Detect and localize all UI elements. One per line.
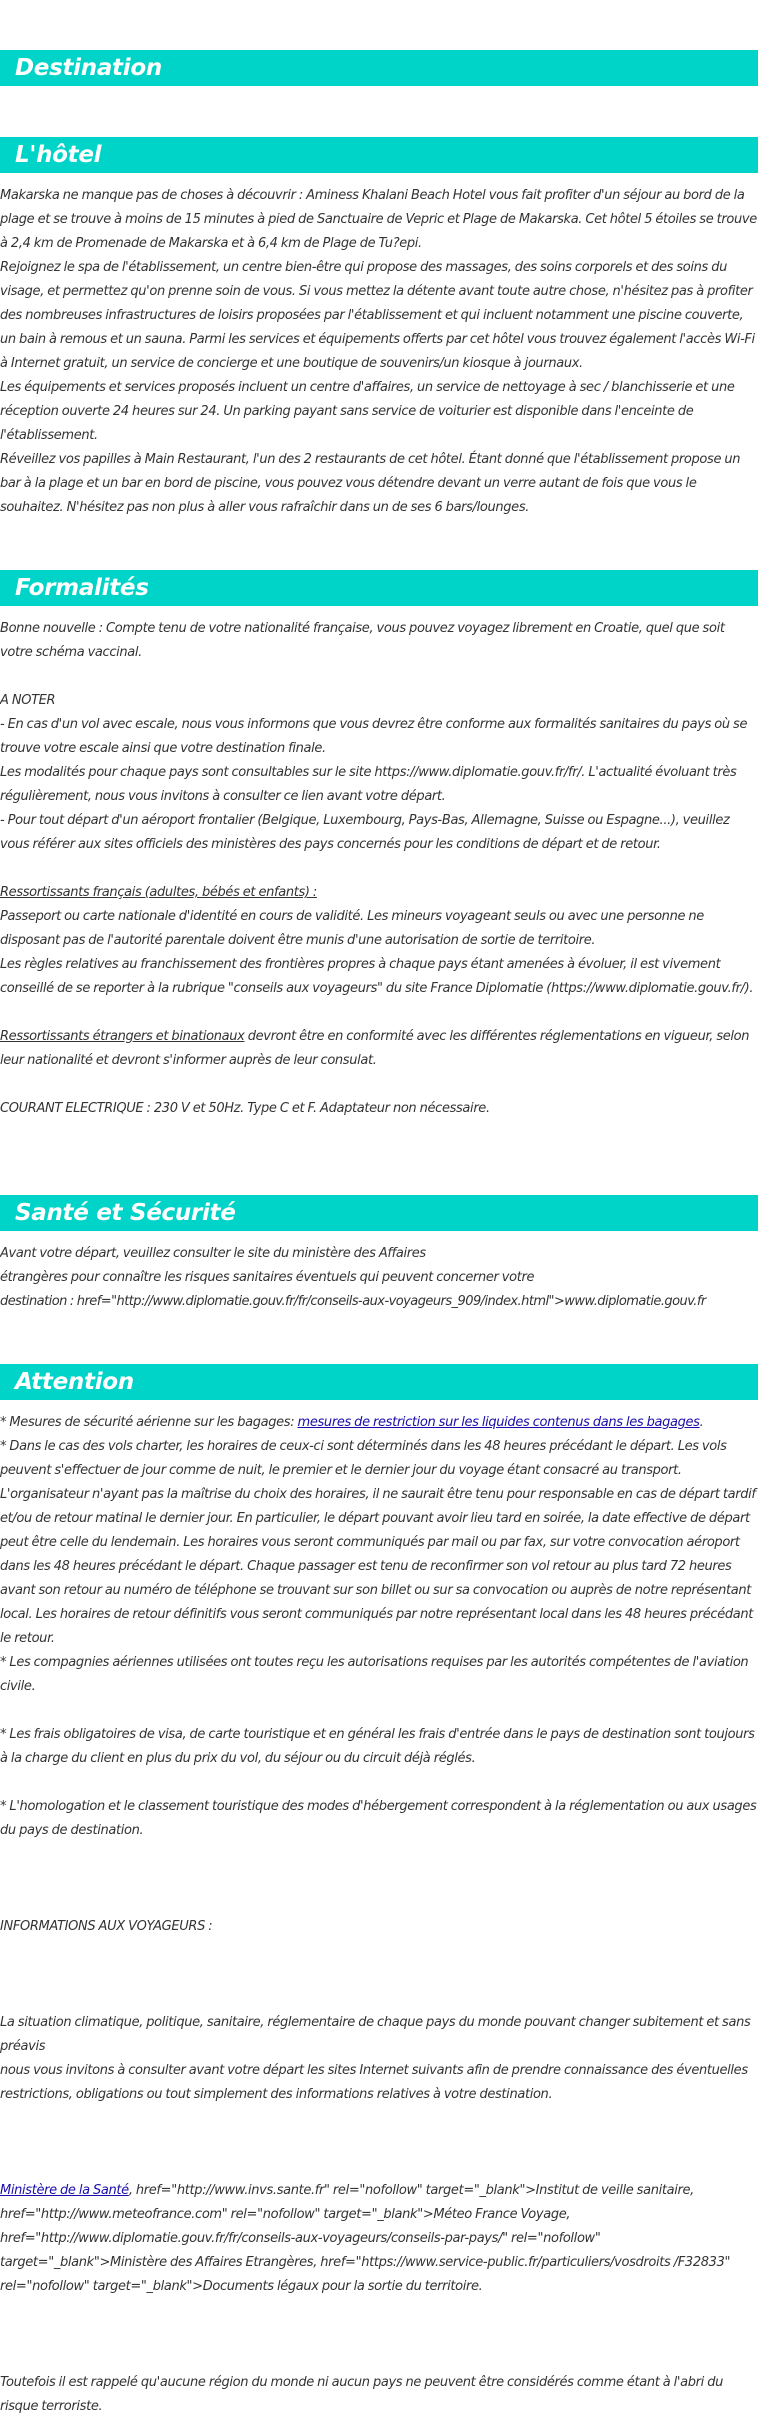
liquides-restriction-link[interactable]: mesures de restriction sur les liquides contenus dans les bagages bbox=[297, 1415, 700, 1430]
ministere-sante-link[interactable]: Ministère de la Santé bbox=[0, 2183, 129, 2198]
formalites-intro: Bonne nouvelle : Compte tenu de votre nationalité française, vous pouvez voyagez librement en Croatie, quel que soit votre schéma vaccinal. bbox=[0, 621, 725, 660]
homologation-note: * L'homologation et le classement touristique des modes d'hébergement correspondent à la réglementation ou aux usages du pays de destination. bbox=[0, 1799, 757, 1838]
section-title: Destination bbox=[15, 55, 162, 81]
ressortissants-etrangers-text: devront être en conformité avec les différentes réglementations en vigueur, selon leur nationalité et devront s'informer auprès de leur consulat. bbox=[0, 1029, 750, 1068]
section-title: Attention bbox=[15, 1369, 134, 1395]
hotel-paragraph-location: Makarska ne manque pas de choses à découvrir : Aminess Khalani Beach Hotel vous fait profiter d'un séjour au bord de la plage et se trouve à moins de 15 minutes à pied de Sanctuaire de Vepric et Plage de Makarska. Cet hôtel 5 étoiles se trouve à 2,4 km de Promenade de Makarska et à 6,4 km de Plage de Tu?epi. bbox=[0, 188, 757, 251]
ressortissants-francais-documents: Passeport ou carte nationale d'identité en cours de validité. Les mineurs voyageant seuls ou avec une personne ne disposant pas de l'autorité parentale doivent être munis d'une autorisation de sortie de territoire. bbox=[0, 909, 704, 948]
sante-line: Avant votre départ, veuillez consulter le site du ministère des Affaires bbox=[0, 1246, 426, 1261]
hotel-paragraph-spa: Rejoignez le spa de l'établissement, un centre bien-être qui propose des massages, des soins corporels et des soins du visage, et permettez qu'on prenne soin de vous. Si vous mettez la détente avant toute autre chose, n'hésitez pas à profiter des nombreuses infrastructures de loisirs proposées par l'établissement et qui incluent notamment une piscine couverte, un bain à remous et un sauna. Parmi les services et équipements offerts par cet hôtel vous trouvez également l'accès Wi-Fi à Internet gratuit, un service de concierge et une boutique de souvenirs/un kiosque à journaux. bbox=[0, 260, 755, 371]
hotel-paragraph-restaurant: Réveillez vos papilles à Main Restaurant, l'un des 2 restaurants de cet hôtel. Étant donné que l'établissement propose un bar à la plage et un bar en bord de piscine, vous pouvez vous détendre devant un verre autant de fois que vous le souhaitez. N'hésitez pas non plus à aller vous rafraîchir dans un de ses 6 bars/lounges. bbox=[0, 452, 741, 515]
bagages-suffix: . bbox=[699, 1415, 704, 1430]
section-title: Santé et Sécurité bbox=[15, 1200, 236, 1226]
section-title: Formalités bbox=[15, 575, 149, 601]
formalites-content bbox=[0, 617, 758, 1121]
bagages-note bbox=[0, 1411, 758, 1435]
sante-line: étrangères pour connaître les risques sanitaires éventuels qui peuvent concerner votre bbox=[0, 1270, 535, 1285]
section-header-attention bbox=[0, 1364, 758, 1400]
section-header-formalites bbox=[0, 570, 758, 606]
section-header-destination bbox=[0, 50, 758, 86]
sites-references-text: , href="http://www.invs.sante.fr" rel="nofollow" target="_blank">Institut de veille sanitaire, href="http://www.meteofrance.com" rel="nofollow" target="_blank">Méteo France Voyage, href="http://www.diplomatie.gouv.fr/fr/conseils-aux-voyageurs/conseils-par-pays/" rel="nofollow" target="_blank">Ministère des Affaires Etrangères, href="https://www.service-public.fr/particuliers/vosdroits /F32833" rel="nofollow" target="_blank">Documents légaux pour la sortie du territoire. bbox=[0, 2183, 731, 2294]
a-noter-label: A NOTER bbox=[0, 693, 56, 708]
ressortissants-etrangers bbox=[0, 1025, 758, 1073]
section-header-sante bbox=[0, 1195, 758, 1231]
situation-paragraph: nous vous invitons à consulter avant votre départ les sites Internet suivants afin de prendre connaissance des éventuelles restrictions, obligations ou tout simplement des informations relatives à votre destination. bbox=[0, 2063, 748, 2102]
sante-destination-link-text: destination : href="http://www.diplomatie.gouv.fr/fr/conseils-aux-voyageurs_909/index.html">www.diplomatie.gouv.fr bbox=[0, 1294, 706, 1309]
bagages-prefix: * Mesures de sécurité aérienne sur les bagages: bbox=[0, 1415, 298, 1430]
terrorisme-note: Toutefois il est rappelé qu'aucune région du monde ni aucun pays ne peuvent être considérés comme étant à l'abri du risque terroriste. bbox=[0, 2375, 724, 2414]
ressortissants-francais-heading: Ressortissants français (adultes, bébés et enfants) : bbox=[0, 885, 317, 900]
note-modalites: Les modalités pour chaque pays sont consultables sur le site https://www.diplomatie.gouv.fr/fr/. L'actualité évoluant très régulièrement, nous vous invitons à consulter ce lien avant votre départ. bbox=[0, 765, 737, 804]
informations-voyageurs-heading: INFORMATIONS AUX VOYAGEURS : bbox=[0, 1919, 213, 1934]
compagnies-note: * Les compagnies aériennes utilisées ont toutes reçu les autorisations requises par les autorités compétentes de l'aviation civile. bbox=[0, 1655, 749, 1694]
hotel-paragraph-services: Les équipements et services proposés incluent un centre d'affaires, un service de nettoyage à sec / blanchisserie et une réception ouverte 24 heures sur 24. Un parking payant sans service de voiturier est disponible dans l'enceinte de l'établissement. bbox=[0, 380, 735, 443]
situation-paragraph: La situation climatique, politique, sanitaire, réglementaire de chaque pays du monde pouvant changer subitement et sans préavis bbox=[0, 2015, 751, 2054]
section-title: L'hôtel bbox=[15, 142, 102, 168]
ressortissants-etrangers-heading: Ressortissants étrangers et binationaux bbox=[0, 1029, 245, 1044]
ressortissants-francais-regles: Les règles relatives au franchissement des frontières propres à chaque pays étant amenées à évoluer, il est vivement conseillé de se reporter à la rubrique "conseils aux voyageurs" du site France Diplomatie (https://www.diplomatie.gouv.fr/). bbox=[0, 957, 754, 996]
note-aeroport-frontalier: - Pour tout départ d'un aéroport frontalier (Belgique, Luxembourg, Pays-Bas, Allemagne, Suisse ou Espagne...), veuillez vous référer aux sites officiels des ministères des pays concernés pour les conditions de départ et de retour. bbox=[0, 813, 730, 852]
sante-content bbox=[0, 1242, 758, 1314]
attention-content bbox=[0, 1411, 758, 2419]
courant-electrique: COURANT ELECTRIQUE : 230 V et 50Hz. Type C et F. Adaptateur non nécessaire. bbox=[0, 1101, 490, 1116]
vols-charter-note: * Dans le cas des vols charter, les horaires de ceux-ci sont déterminés dans les 48 heures précédant le départ. Les vols peuvent s'effectuer de jour comme de nuit, le premier et le dernier jour du voyage étant consacré au transport. L'organisateur n'ayant pas la maîtrise du choix des horaires, il ne saurait être tenu pour responsable en cas de départ tardif et/ou de retour matinal le dernier jour. En particulier, le départ pouvant avoir lieu tard en soirée, la date effective de départ peut être celle du lendemain. Les horaires vous seront communiqués par mail ou par fax, sur votre convocation aéroport dans les 48 heures précédant le départ. Chaque passager est tenu de reconfirmer son vol retour au plus tard 72 heures avant son retour au numéro de téléphone se trouvant sur son billet ou sur sa convocation ou auprès de notre représentant local. Les horaires de retour définitifs vous seront communiqués par notre représentant local dans les 48 heures précédant le retour. bbox=[0, 1439, 756, 1646]
note-escale: - En cas d'un vol avec escale, nous vous informons que vous devrez être conforme aux formalités sanitaires du pays où se trouve votre escale ainsi que votre destination finale. bbox=[0, 717, 748, 756]
section-header-hotel bbox=[0, 137, 758, 173]
sites-references bbox=[0, 2179, 758, 2299]
hotel-description bbox=[0, 184, 758, 520]
frais-note: * Les frais obligatoires de visa, de carte touristique et en général les frais d'entrée dans le pays de destination sont toujours à la charge du client en plus du prix du vol, du séjour ou du circuit déjà réglés. bbox=[0, 1727, 755, 1766]
